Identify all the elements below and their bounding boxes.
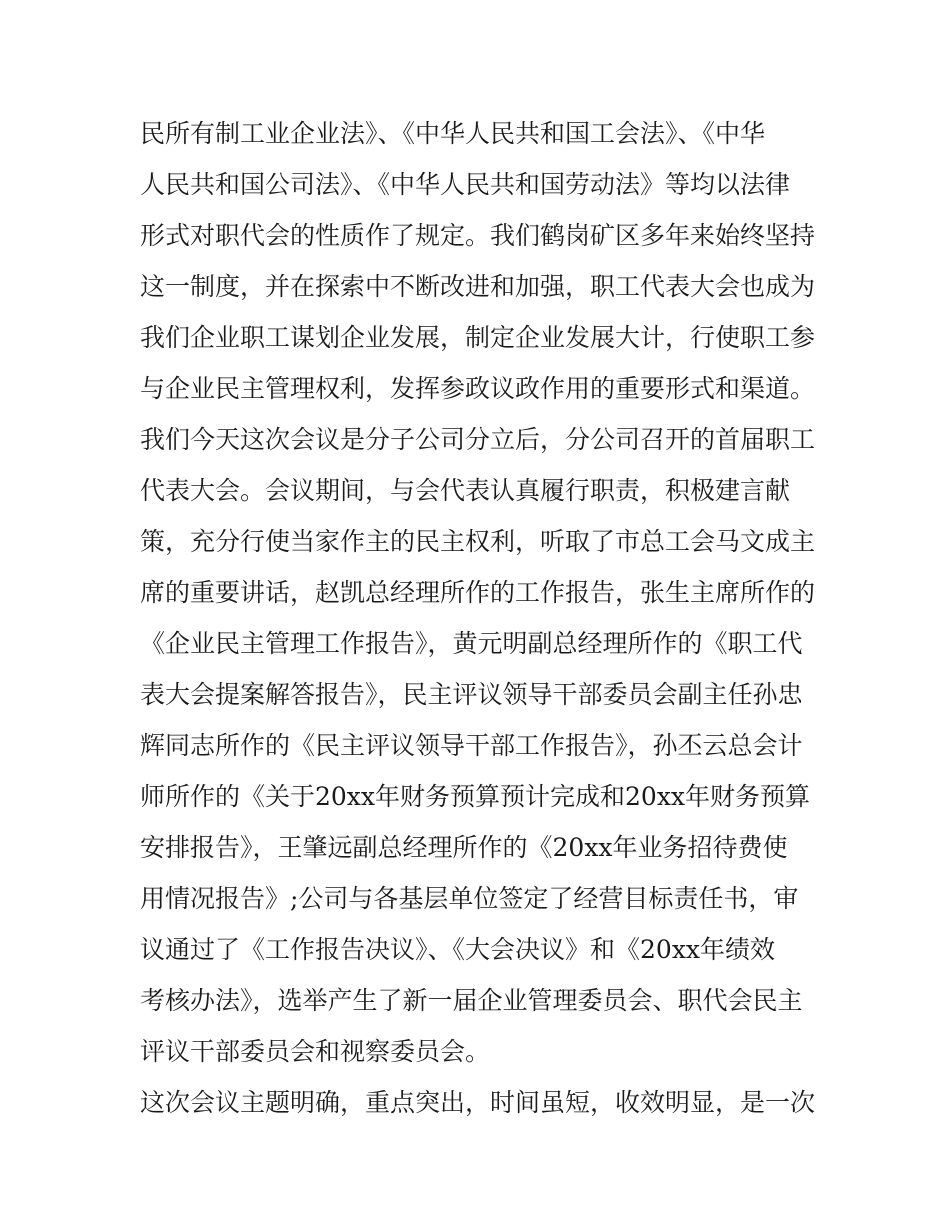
text-line: 人民共和国公司法》、《中华人民共和国劳动法》等均以法律 [140,170,791,199]
body-text [140,108,820,1128]
text-line: 《企业民主管理工作报告》，黄元明副总经理所作的《职工代 [140,629,803,658]
text-line: 这一制度，并在探索中不断改进和加强，职工代表大会也成为 [140,272,816,301]
text-line: 议通过了《工作报告决议》、《大会决议》和《20xx年绩效 [140,935,776,964]
text-line: 民所有制工业企业法》、《中华人民共和国工会法》、《中华 [140,119,766,148]
text-line: 代表大会。会议期间，与会代表认真履行职责，积极建言献 [140,476,791,505]
text-line: 考核办法》，选举产生了新一届企业管理委员会、职代会民主 [140,986,803,1015]
text-line: 与企业民主管理权利，发挥参政议政作用的重要形式和渠道。 [140,374,816,403]
text-line: 席的重要讲话，赵凯总经理所作的工作报告，张生主席所作的 [140,578,816,607]
text-line: 我们今天这次会议是分子公司分立后，分公司召开的首届职工 [140,425,816,454]
text-line: 师所作的《关于20xx年财务预算预计完成和20xx年财务预算 [140,782,811,811]
text-line: 安排报告》，王肇远副总经理所作的《20xx年业务招待费使 [140,833,788,862]
text-line: 这次会议主题明确，重点突出，时间虽短，收效明显，是一次 [140,1088,816,1117]
text-line: 用情况报告》;公司与各基层单位签定了经营目标责任书，审 [140,884,799,913]
text-line: 策，充分行使当家作主的民主权利，听取了市总工会马文成主 [140,527,816,556]
text-line: 形式对职代会的性质作了规定。我们鹤岗矿区多年来始终坚持 [140,221,816,250]
text-line: 我们企业职工谋划企业发展，制定企业发展大计，行使职工参 [140,323,816,352]
text-line: 辉同志所作的《民主评议领导干部工作报告》，孙丕云总会计 [140,731,803,760]
text-line: 评议干部委员会和视察委员会。 [140,1037,491,1066]
text-line: 表大会提案解答报告》，民主评议领导干部委员会副主任孙忠 [140,680,803,709]
